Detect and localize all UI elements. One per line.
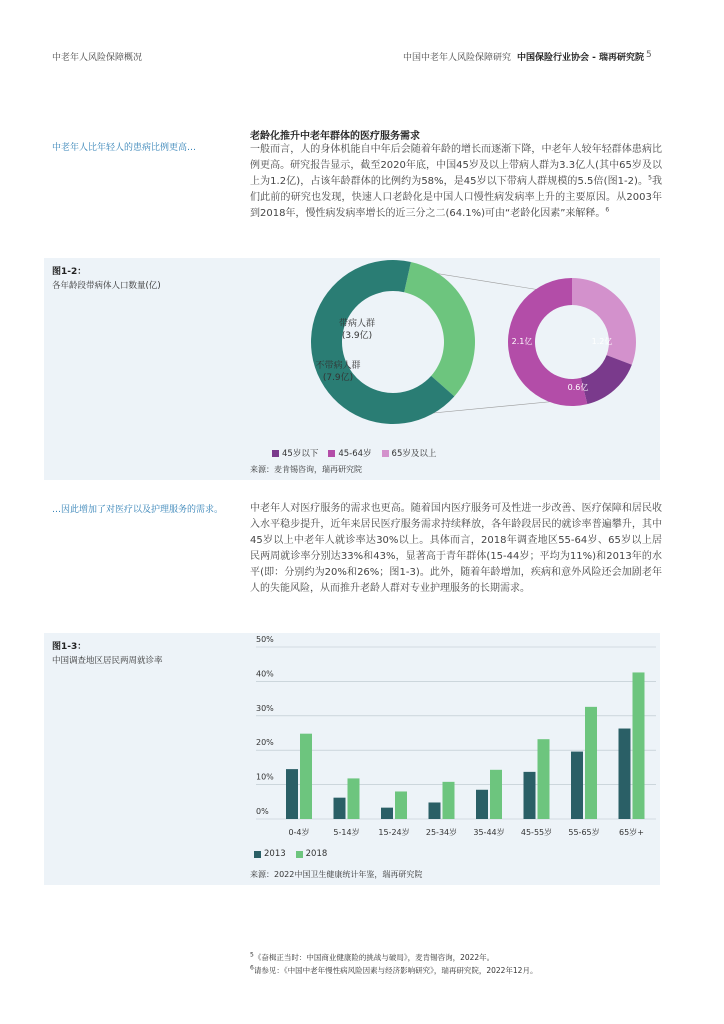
paragraph-1-part-a: 一般而言，人的身体机能自中年后会随着年龄的增长而逐渐下降，中老年人较年轻群体患病比例更高。研究报告显示，截至2020年底，中国45岁及以上带病人群为3.3亿人(其中65岁及以上为1.2亿)，占该年龄群体的比例约为58%，是45岁以下带病人群规模的5.5倍(图1-2)。 <box>250 144 662 187</box>
legend-text-65-plus: 65岁及以上 <box>391 449 437 459</box>
bar-2018-0 <box>300 734 312 819</box>
main-donut-slice-0 <box>404 262 475 396</box>
paragraph-1 <box>250 142 662 222</box>
legend-swatch-2013 <box>254 851 261 858</box>
bar-2018-1 <box>348 778 360 819</box>
label-65-plus: 1.2亿 <box>591 337 613 346</box>
figure-1-3-caption: 中国调查地区居民两周就诊率 <box>52 656 163 666</box>
x-tick-label: 0-4岁 <box>288 828 310 837</box>
section-title: 老龄化推升中老年群体的医疗服务需求 <box>250 131 420 142</box>
x-tick-label: 5-14岁 <box>333 828 360 837</box>
paragraph-1-part-b: 我们此前的研究也发现，快速人口老龄化是中国人口慢性病发病率上升的主要原因。从2003年到2018年，慢性病发病率增长的近三分之二(64.1%)可由“老龄化因素”来解释。 <box>250 176 663 219</box>
figure-1-3-source: 来源：2022中国卫生健康统计年鉴，瑞再研究院 <box>250 870 423 879</box>
legend-swatch-2018 <box>296 851 303 858</box>
bar-2018-2 <box>395 791 407 819</box>
legend-text-2013: 2013 <box>264 849 286 859</box>
side-note-1: 中老年人比年轻人的患病比例更高… <box>52 143 197 153</box>
value-healthy-population: (7.9亿) <box>322 373 354 383</box>
side-note-2: …因此增加了对医疗以及护理服务的需求。 <box>52 505 224 515</box>
footnote-6-num: 6 <box>250 964 254 972</box>
legend-swatch-65-plus <box>382 450 389 457</box>
footnote-5-text: 《奋楫正当时：中国商业健康险的挑战与破局》，麦肯锡咨询，2022年。 <box>253 953 495 962</box>
y-tick-label: 50% <box>256 635 274 644</box>
paragraph-2: 中老年人对医疗服务的需求也更高。随着国内医疗服务可及性进一步改善、医疗保障和居民收入水平稳步提升，近年来居民医疗服务需求持续释放，各年龄段居民的就诊率普遍攀升，其中45岁以上中老年人就诊率达30%以上。具体而言，2018年调查地区55-64岁、65岁以上居民两周就诊率分别达33%和43%，显著高于青年群体(15-44岁；平均为11%)和2013年的水平(即：分别约为20%和26%；图1-3)。此外，随着年龄增加，疾病和意外风险还会加剧老年人的失能风险，从而推升老龄人群对专业护理服务的长期需求。 <box>250 503 662 594</box>
bar-2013-2 <box>381 808 393 819</box>
x-tick-label: 65岁+ <box>619 828 644 837</box>
legend-text-2018: 2018 <box>305 849 328 859</box>
x-tick-label: 35-44岁 <box>473 828 505 837</box>
header-left-title: 中老年人风险保障概况 <box>52 53 143 63</box>
header-right <box>403 50 644 63</box>
figure-1-2-label: 图1-2： <box>52 267 87 277</box>
footnote-5 <box>250 952 494 963</box>
detail-donut-slice-1 <box>581 355 632 404</box>
label-healthy-population: 不带病人群 <box>315 361 361 371</box>
bar-2013-4 <box>476 790 488 819</box>
footnote-ref-5: 5 <box>648 174 652 182</box>
y-tick-label: 0% <box>256 807 269 816</box>
bar-2013-1 <box>334 798 346 819</box>
bar-2018-7 <box>633 672 645 819</box>
footnote-6 <box>250 965 537 976</box>
figure-1-3-label: 图1-3： <box>52 642 87 652</box>
label-under-45: 0.6亿 <box>567 383 589 392</box>
bar-2013-0 <box>286 769 298 819</box>
bar-2018-4 <box>490 770 502 819</box>
label-45-64: 2.1亿 <box>511 337 533 346</box>
figure-1-2-source: 来源：麦肯锡咨询，瑞再研究院 <box>250 465 362 474</box>
x-tick-label: 55-65岁 <box>568 828 600 837</box>
figure-1-2-legend <box>272 447 436 459</box>
footnote-ref-6: 6 <box>605 206 610 214</box>
footnote-6-text: 请参见：《中国中老年慢性病风险因素与经济影响研究》，瑞再研究院，2022年12月。 <box>253 966 538 975</box>
y-tick-label: 30% <box>256 703 274 713</box>
legend-text-under-45: 45岁以下 <box>282 449 319 459</box>
legend-item-2013 <box>254 849 286 859</box>
label-sick-population: 带病人群 <box>338 319 376 329</box>
bar-2013-5 <box>524 772 536 819</box>
y-tick-label: 20% <box>256 738 274 748</box>
legend-item-45-64 <box>328 447 371 459</box>
legend-item-65-plus <box>382 447 437 459</box>
page-number: 5 <box>646 50 652 60</box>
bar-chart <box>44 633 660 863</box>
legend-text-45-64: 45-64岁 <box>338 449 372 459</box>
legend-swatch-45-64 <box>328 450 335 457</box>
header-report-title: 中国中老年人风险保障研究 <box>402 53 511 63</box>
bar-2018-5 <box>538 739 550 819</box>
legend-item-under-45 <box>272 447 318 459</box>
footnote-5-num: 5 <box>250 951 254 959</box>
legend-swatch-under-45 <box>272 450 279 457</box>
bar-2018-6 <box>585 707 597 819</box>
y-tick-label: 40% <box>256 669 274 679</box>
bar-2018-3 <box>443 782 455 819</box>
legend-item-2018 <box>296 849 328 859</box>
bar-2013-6 <box>571 752 583 819</box>
header-org: 中国保险行业协会 - 瑞再研究院 <box>516 53 644 63</box>
y-tick-label: 10% <box>256 772 274 782</box>
figure-1-2-caption: 各年龄段带病体人口数量(亿) <box>52 281 161 291</box>
value-sick-population: (3.9亿) <box>341 331 373 341</box>
main-donut <box>311 260 475 424</box>
x-tick-label: 15-24岁 <box>378 828 410 837</box>
bar-2013-3 <box>429 802 441 819</box>
figure-1-3-panel <box>44 633 660 885</box>
x-tick-label: 45-55岁 <box>520 828 553 837</box>
x-tick-label: 25-34岁 <box>425 828 458 837</box>
figure-1-3-legend <box>254 849 327 859</box>
figure-1-2-panel <box>44 258 660 480</box>
detail-donut-slice-0 <box>572 278 636 365</box>
bar-2013-7 <box>619 729 631 819</box>
